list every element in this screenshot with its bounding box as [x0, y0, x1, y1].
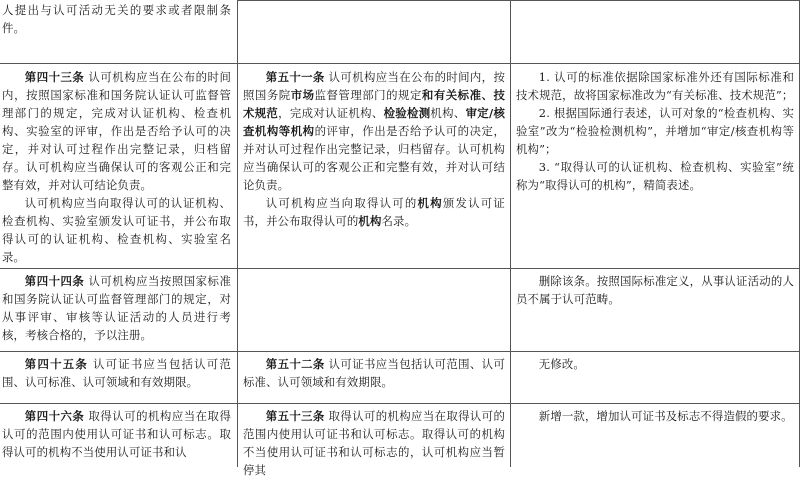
bold-text: 第五十三条 — [265, 409, 325, 423]
bold-text: 机构 — [417, 196, 443, 210]
paragraph — [2, 1, 231, 37]
old-text-cell — [2, 407, 231, 467]
text-segment: 删除该条。按照国际标准定义，从事认证活动的人员不属于认可范畴。 — [516, 274, 794, 306]
new-text-cell — [243, 1, 505, 61]
paragraph — [516, 355, 794, 373]
bold-text: 第四十六条 — [24, 409, 85, 423]
paragraph — [2, 355, 231, 391]
paragraph — [516, 158, 794, 194]
paragraph — [2, 194, 231, 266]
text-segment: 名录。 — [381, 214, 417, 228]
text-segment: 认可机构应当向取得认可的认证机构、检查机构、实验室颁发认可证书，并公布取得认可的认证机构、检查机构、实验室名录。 — [2, 196, 231, 264]
bold-text: 第四十四条 — [24, 274, 85, 288]
bold-text: 第五十一条 — [265, 70, 325, 84]
note-cell — [516, 407, 794, 467]
text-segment: 机构、 — [430, 106, 466, 120]
note-cell — [516, 272, 794, 349]
text-segment: 监督管理部门的规定 — [314, 88, 422, 102]
column-divider — [510, 0, 511, 467]
text-segment: 1. 认可的标准依据除国家标准外还有国际标准和技术规范，故将国家标准改为“有关标准、技术规范”； — [516, 70, 794, 102]
new-text-cell — [243, 355, 505, 401]
old-text-cell — [2, 355, 231, 401]
new-text-cell — [243, 407, 505, 477]
text-segment: 新增一款，增加认可证书及标志不得造假的要求。 — [538, 409, 793, 423]
note-cell — [516, 355, 794, 401]
paragraph — [516, 104, 794, 158]
paragraph — [243, 194, 505, 230]
bold-text: 第五十二条 — [265, 357, 325, 371]
paragraph — [2, 68, 231, 194]
text-segment: 无修改。 — [538, 357, 585, 371]
note-cell — [516, 68, 794, 266]
paragraph — [243, 68, 505, 194]
text-segment: 认可机构应当在公布的时间内，按照国家标准和国务院认证认可监督管理部门的规定，完成对认证机构、检查机构、实验室的评审，作出是否给予认可的决定，并对认可过程作出完整记录，归档留存。认可机构应当确保认可的客观公正和完整有效，并对认可结论负责。 — [2, 70, 231, 192]
paragraph — [516, 68, 794, 104]
text-segment: 认可机构应当在公布的时间内，按照国务院 — [243, 70, 505, 102]
row-divider — [0, 63, 800, 64]
text-segment: 认可机构应当向取得认可的 — [265, 196, 418, 210]
paragraph — [243, 407, 505, 479]
note-cell — [516, 1, 794, 61]
column-divider — [237, 0, 238, 467]
bold-text: 第四十五条 — [24, 357, 89, 371]
new-text-cell — [243, 68, 505, 266]
old-text-cell — [2, 68, 231, 266]
row-divider — [0, 268, 800, 269]
text-segment: ，完成对认证机构、 — [278, 106, 384, 120]
text-segment: 认可机构应当按照国家标准和国务院认证认可监督管理部门的规定，对从事评审、审核等认证活动的人员进行考核，考核合格的，予以注册。 — [2, 274, 231, 342]
text-segment: 人提出与认可活动无关的要求或者限制条件。 — [2, 3, 231, 35]
bold-text: 审定/核查机构等机构 — [243, 106, 506, 138]
text-segment: 2. 根据国际通行表述，认可对象的“检查机构、实验室”改为“检验检测机构”，并增加“审定/核查机构等机构”； — [516, 106, 794, 156]
paragraph — [2, 407, 231, 461]
paragraph — [243, 355, 505, 391]
bold-text: 和有关标准、技术规范 — [243, 88, 505, 120]
old-text-cell — [2, 272, 231, 349]
paragraph — [2, 272, 231, 344]
bold-text: 检验检测 — [383, 106, 431, 120]
text-segment: 取得认可的机构应当在取得认可的范围内使用认可证书和认可标志。取得认可的机构不当使用认可证书和认可标志的，认可机构应当暂停其 — [243, 409, 505, 477]
paragraph — [516, 272, 794, 308]
text-segment: 认可证书应当包括认可范围、认可标准、认可领域和有效期限。 — [2, 357, 231, 389]
paragraph — [516, 407, 794, 425]
new-text-cell — [243, 272, 505, 349]
row-divider — [0, 351, 800, 352]
text-segment: 3. “取得认可的认证机构、检查机构、实验室”统称为“取得认可的机构”，精简表述。 — [516, 160, 794, 192]
old-text-cell — [2, 1, 231, 61]
text-segment: 取得认可的机构应当在取得认可的范围内使用认可证书和认可标志。取得认可的机构不当使用认可证书和认 — [2, 409, 231, 459]
bold-text: 机构 — [358, 214, 382, 228]
row-divider — [0, 403, 800, 404]
bold-text: 市场 — [290, 88, 315, 102]
bold-text: 第四十三条 — [24, 70, 85, 84]
text-segment: 的评审，作出是否给予认可的决定，并对认可过程作出完整记录，归档留存。认可机构应当确保认可的客观公正和完整有效，并对认可结论负责。 — [243, 124, 505, 192]
text-segment: 颁发认可证书，并公布取得认可的 — [243, 196, 505, 228]
text-segment: 认可证书应当包括认可范围、认可标准、认可领域和有效期限。 — [243, 357, 505, 389]
